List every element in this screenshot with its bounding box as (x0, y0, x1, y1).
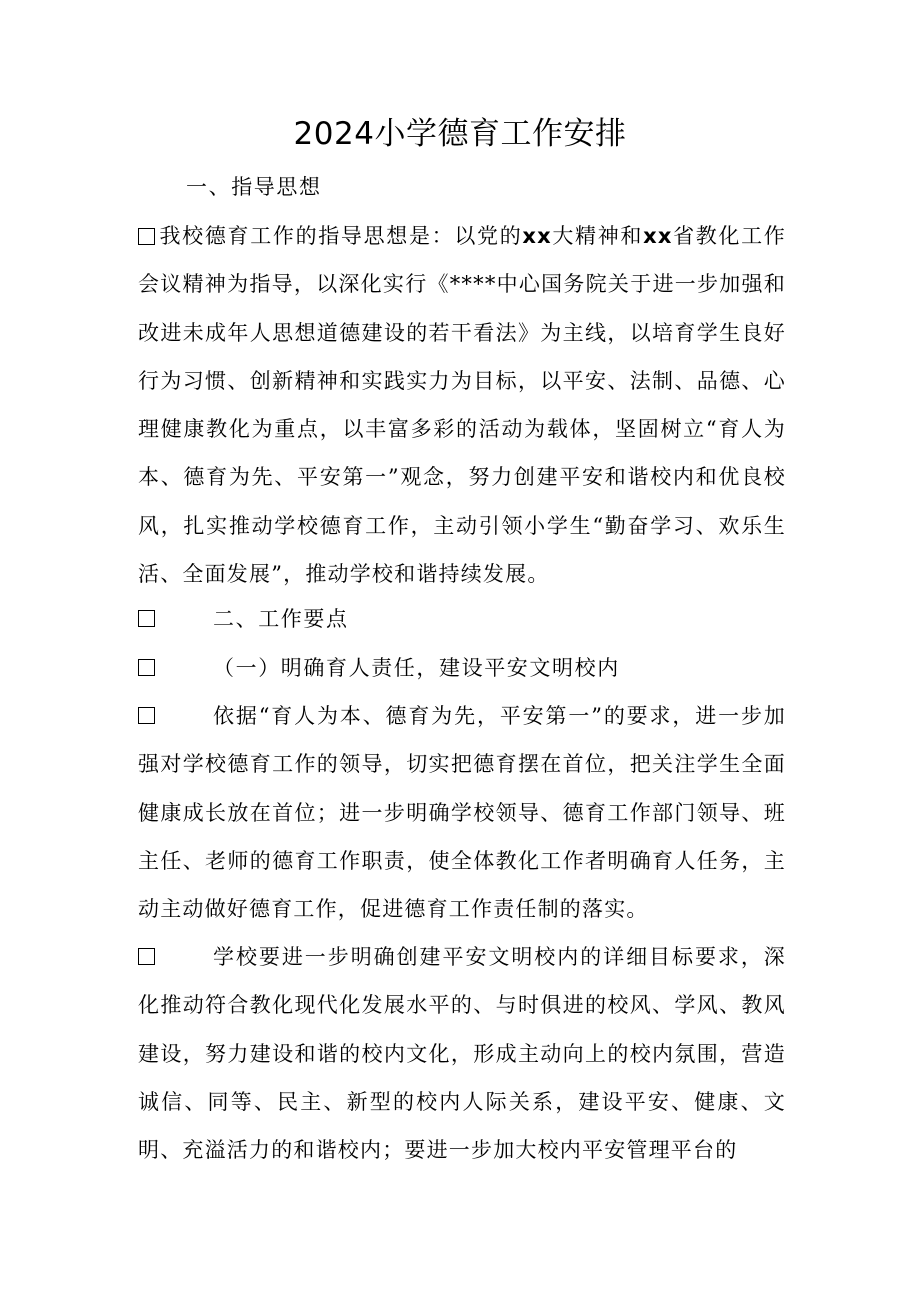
checkbox-icon (138, 659, 155, 676)
paragraph-guiding-ideology (138, 212, 786, 598)
checkbox-icon (138, 707, 155, 724)
para1-xx2: xx (643, 224, 673, 248)
para3-text: 学校要进一步明确创建平安文明校内的详细目标要求，深化推动符合教化现代化发展水平的、与时俱进的校风、学风、教风建设，努力建设和谐的校内文化，形成主动向上的校内氛围，营造诚信、同等、民主、新型的校内人际关系，建设平安、健康、文明、充溢活力的和谐校内；要进一步加大校内平安管理平台的 (138, 945, 786, 1163)
para1-part3: 省教化工作会议精神为指导，以深化实行《****中心国务院关于进一步加强和改进未成年人思想道德建设的若干看法》为主线，以培育学生良好行为习惯、创新精神和实践实力为目标，以平安、法制、品德、心理健康教化为重点，以丰富多彩的活动为载体，坚固树立“育人为本、德育为先、平安第一”观念，努力创建平安和谐校内和优良校风，扎实推动学校德育工作，主动引领小学生“勤奋学习、欢乐生活、全面发展”，推动学校和谐持续发展。 (138, 224, 786, 587)
checkbox-icon (138, 948, 155, 965)
checkbox-icon (138, 228, 155, 245)
checkbox-icon (138, 610, 155, 627)
para2-text: 依据“育人为本、德育为先，平安第一”的要求，进一步加强对学校德育工作的领导，切实把德育摆在首位，把关注学生全面健康成长放在首位；进一步明确学校领导、德育工作部门领导、班主任、老师的德育工作职责，使全体教化工作者明确育人任务，主动主动做好德育工作，促进德育工作责任制的落实。 (138, 704, 786, 922)
paragraph-responsibility (138, 692, 786, 933)
para1-part2: 大精神和 (551, 224, 644, 248)
section-heading-work-points-text: 二、工作要点 (213, 607, 349, 631)
para1-part1: 我校德育工作的指导思想是：以党的 (159, 224, 523, 248)
para1-xx1: xx (522, 224, 552, 248)
subsection-heading-responsibility-text: （一）明确育人责任，建设平安文明校内 (213, 656, 620, 680)
paragraph-campus-goals (138, 933, 786, 1174)
document-title: 2024小学德育工作安排 (293, 116, 627, 152)
section-heading-guiding-ideology: 一、指导思想 (186, 175, 322, 199)
